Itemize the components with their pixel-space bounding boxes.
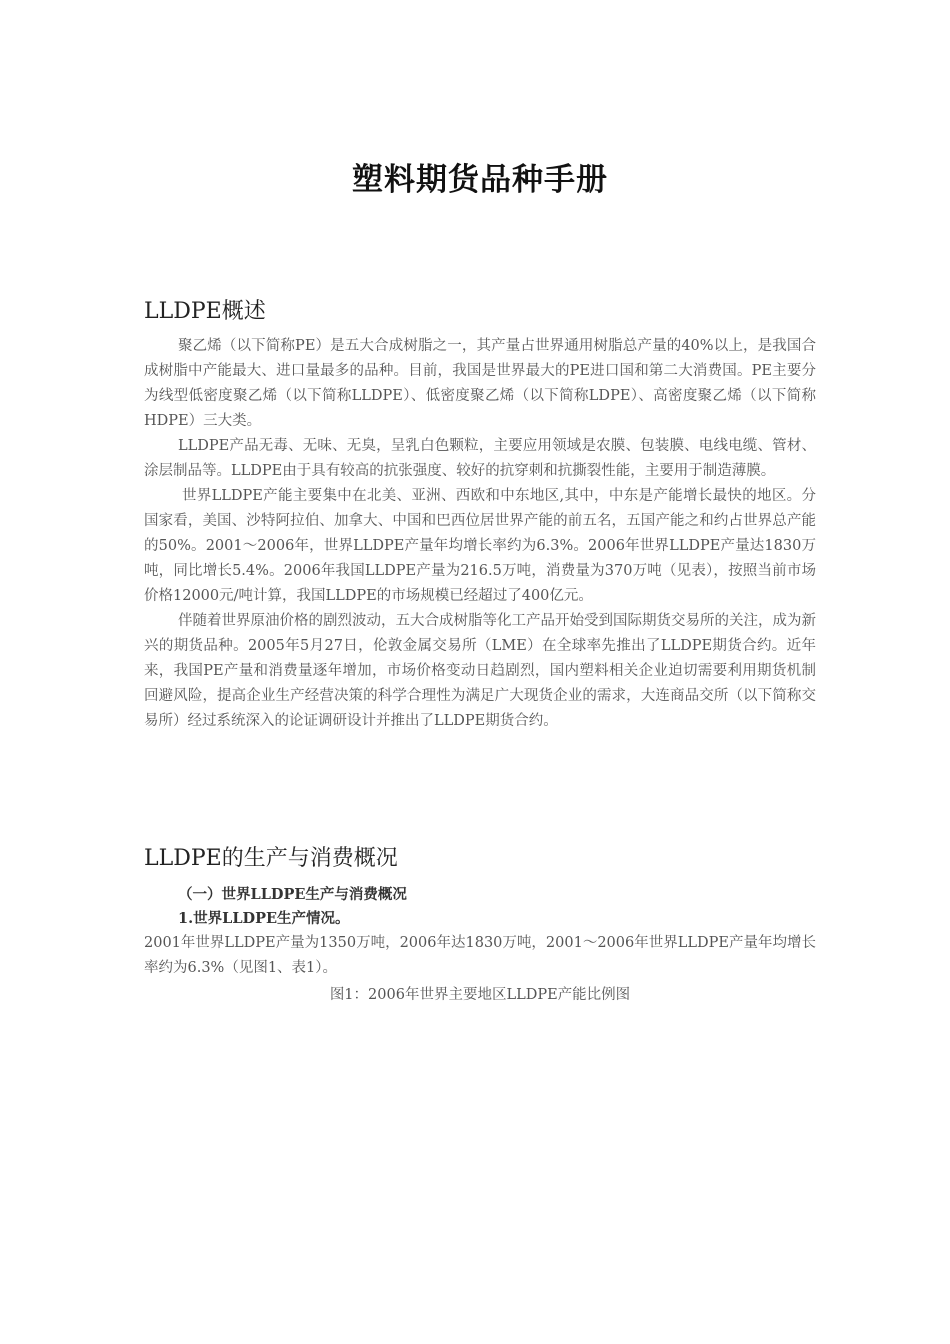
overview-paragraph-1: 聚乙烯（以下简称PE）是五大合成树脂之一，其产量占世界通用树脂总产量的40%以上，是我国合成树脂中产能最大、进口量最多的品种。目前，我国是世界最大的PE进口国和第二大消费国。PE主要分为线型低密度聚乙烯（以下简称LLDPE）、低密度聚乙烯（以下简称LDPE）、高密度聚乙烯（以下简称HDPE）三大类。 [144,338,816,429]
subheading-world-production: （一）世界LLDPE生产与消费概况 [178,886,407,903]
production-body [144,931,816,981]
overview-paragraph-3: 世界LLDPE产能主要集中在北美、亚洲、西欧和中东地区,其中，中东是产能增长最快的地区。分国家看，美国、沙特阿拉伯、加拿大、中国和巴西位居世界产能的前五名，五国产能之和约占世界总产能的50%。2001～2006年，世界LLDPE产量年均增长率约为6.3%。2006年世界LLDPE产量达1830万吨，同比增长5.4%。2006年我国LLDPE产量为216.5万吨，消费量为370万吨（见表），按照当前市场价格12000元/吨计算，我国LLDPE的市场规模已经超过了400亿元。 [144,488,816,604]
production-paragraph: 2001年世界LLDPE产量为1350万吨，2006年达1830万吨，2001～2006年世界LLDPE产量年均增长率约为6.3%（见图1、表1）。 [144,935,816,976]
overview-body [144,334,816,734]
subheading-world-production-status: 1.世界LLDPE生产情况。 [178,910,350,927]
overview-paragraph-4: 伴随着世界原油价格的剧烈波动，五大合成树脂等化工产品开始受到国际期货交易所的关注，成为新兴的期货品种。2005年5月27日，伦敦金属交易所（LME）在全球率先推出了LLDPE期货合约。近年来，我国PE产量和消费量逐年增加，市场价格变动日趋剧烈，国内塑料相关企业迫切需要利用期货机制回避风险，提高企业生产经营决策的科学合理性为满足广大现货企业的需求，大连商品交所（以下简称交易所）经过系统深入的论证调研设计并推出了LLDPE期货合约。 [144,613,816,729]
figure-caption: 图1：2006年世界主要地区LLDPE产能比例图 [329,987,631,1003]
section-heading-production: LLDPE的生产与消费概况 [144,846,398,871]
section-heading-overview: LLDPE概述 [144,299,266,324]
document-title: 塑料期货品种手册 [352,162,608,198]
overview-paragraph-2: LLDPE产品无毒、无味、无臭，呈乳白色颗粒，主要应用领域是农膜、包装膜、电线电缆、管材、涂层制品等。LLDPE由于具有较高的抗张强度、较好的抗穿刺和抗撕裂性能，主要用于制造薄膜。 [144,438,816,479]
